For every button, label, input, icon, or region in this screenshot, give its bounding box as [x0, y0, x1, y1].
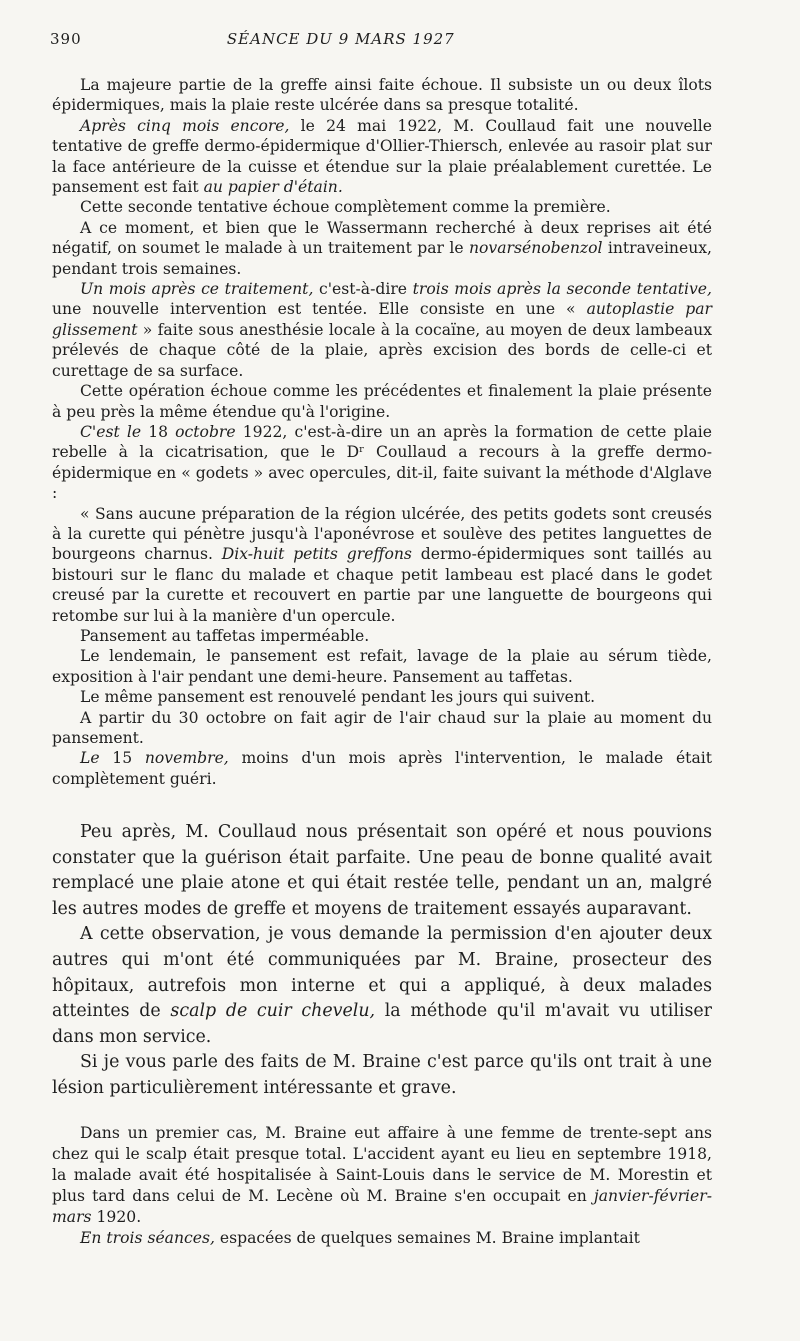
- text-run: 18: [141, 422, 176, 441]
- paragraph: Cette opération échoue comme les précédentes et finalement la plaie présente à peu près la même étendue qu'à l'origine.: [52, 382, 712, 421]
- text-run: A ce moment, et bien que le Wassermann recherché à deux reprises ait été négatif, on soumet le malade à un traitement par le: [52, 218, 712, 258]
- paragraph: A partir du 30 octobre on fait agir de l'air chaud sur la plaie au moment du pansement.: [52, 708, 712, 747]
- paragraph: [52, 1123, 712, 1228]
- paragraph: [52, 922, 712, 1050]
- italic-text: octobre: [175, 422, 236, 441]
- second-case-text: [52, 1123, 712, 1249]
- text-run: « Sans aucune préparation de la région ulcérée, des petits godets sont creusés à la curette qui pénètre jusqu'à l'aponévrose et soulève des petites languettes de bourgeons charnus.: [52, 504, 712, 564]
- commentary-text: [52, 820, 712, 1102]
- text-run: » faite sous anesthésie locale à la cocaïne, au moyen de deux lambeaux prélevés de chaque côté de la plaie, après excision des bords de celle-ci et curettage de sa surface.: [52, 320, 712, 380]
- italic-text: C'est le: [80, 422, 142, 441]
- italic-text: scalp de cuir chevelu,: [170, 1001, 376, 1022]
- italic-text: Après cinq mois encore,: [80, 116, 290, 135]
- italic-text: novembre,: [144, 749, 229, 768]
- paragraph: [52, 748, 712, 789]
- paragraph: [52, 422, 712, 504]
- paragraph: Le lendemain, le pansement est refait, lavage de la plaie au sérum tiède, exposition à l'air pendant une demi-heure. Pansement au taffetas.: [52, 647, 712, 686]
- text-run: intraveineux, pendant trois semaines.: [52, 239, 712, 278]
- italic-text: novarsénobenzol: [468, 239, 603, 258]
- text-run: dermo-épidermiques sont taillés au bistouri sur le flanc du malade et chaque petit lambeau est placé dans le godet creusé par la curette et recouvert en partie par une languette de bourgeons qui retombe sur lui à la manière d'un opercule.: [52, 545, 713, 625]
- text-run: A cette observation, je vous demande la permission d'en ajouter deux autres qui m'ont été communiquées par M. Braine, prosecteur des hôpitaux, autrefois mon interne et qui a appliqué, à deux malades atteintes de: [52, 924, 712, 1022]
- text-run: moins d'un mois après l'intervention, le malade était complètement guéri.: [52, 749, 712, 788]
- text-run: c'est-à-dire: [313, 280, 413, 299]
- page-number: 390: [50, 30, 82, 48]
- observation-text: [52, 75, 712, 789]
- running-title: SÉANCE DU 9 MARS 1927: [226, 30, 455, 48]
- text-run: la méthode qu'il m'avait vu utiliser dans mon service.: [52, 1001, 712, 1047]
- text-run: 1920.: [91, 1208, 142, 1226]
- running-header: [50, 30, 760, 48]
- text-run: une nouvelle intervention est tentée. Elle consiste en une «: [52, 300, 587, 319]
- paragraph: Cette seconde tentative échoue complètement comme la première.: [80, 198, 611, 217]
- paragraph: [52, 279, 712, 381]
- paragraph: [52, 116, 712, 198]
- italic-text: Le: [80, 749, 100, 768]
- italic-text: au papier d'étain.: [203, 178, 343, 197]
- paragraph: [52, 1228, 712, 1249]
- paragraph: Pansement au taffetas imperméable.: [80, 626, 370, 645]
- paragraph: [52, 504, 712, 626]
- italic-text: trois mois après la seconde tentative,: [412, 280, 712, 299]
- text-run: 15: [99, 749, 145, 768]
- text-run: espacées de quelques semaines M. Braine implantait: [214, 1229, 640, 1247]
- italic-text: Dix-huit petits greffons: [221, 545, 412, 564]
- text-run: 1922, c'est-à-dire un an après la formation de cette plaie rebelle à la cicatrisation, que le Dʳ Coullaud a recours à la greffe dermo-épidermique en « godets » avec opercules, dit-il, faite suivant la méthode d'Alglave :: [52, 422, 713, 503]
- italic-text: janvier-février-mars: [52, 1187, 712, 1226]
- italic-text: En trois séances,: [80, 1229, 215, 1247]
- paragraph: [52, 218, 712, 279]
- text-run: Dans un premier cas, M. Braine eut affaire à une femme de trente-sept ans chez qui le scalp était presque total. L'accident ayant eu lieu en septembre 1918, la malade avait été hospitalisée à Saint-Louis dans le service de M. Morestin et plus tard dans celui de M. Lecène où M. Braine s'en occupait en: [52, 1124, 712, 1205]
- paragraph: Peu après, M. Coullaud nous présentait son opéré et nous pouvions constater que la guérison était parfaite. Une peau de bonne qualité avait remplacé une plaie atone et qui était restée telle, pendant un an, malgré les autres modes de greffe et moyens de traitement essayés auparavant.: [52, 822, 712, 919]
- paragraph: Si je vous parle des faits de M. Braine c'est parce qu'ils ont trait à une lésion particulièrement intéressante et grave.: [52, 1052, 712, 1098]
- paragraph: La majeure partie de la greffe ainsi faite échoue. Il subsiste un ou deux îlots épidermiques, mais la plaie reste ulcérée dans sa presque totalité.: [52, 76, 712, 115]
- italic-text: Un mois après ce traitement,: [80, 280, 314, 299]
- italic-text: autoplastie par glissement: [52, 300, 713, 339]
- text-run: le 24 mai 1922, M. Coullaud fait une nouvelle tentative de greffe dermo-épidermique d'Ollier-Thiersch, enlevée au rasoir plat sur la face antérieure de la cuisse et étendue sur la plaie préalablement curettée. Le pansement est fait: [52, 116, 712, 197]
- paragraph: Le même pansement est renouvelé pendant les jours qui suivent.: [80, 688, 596, 707]
